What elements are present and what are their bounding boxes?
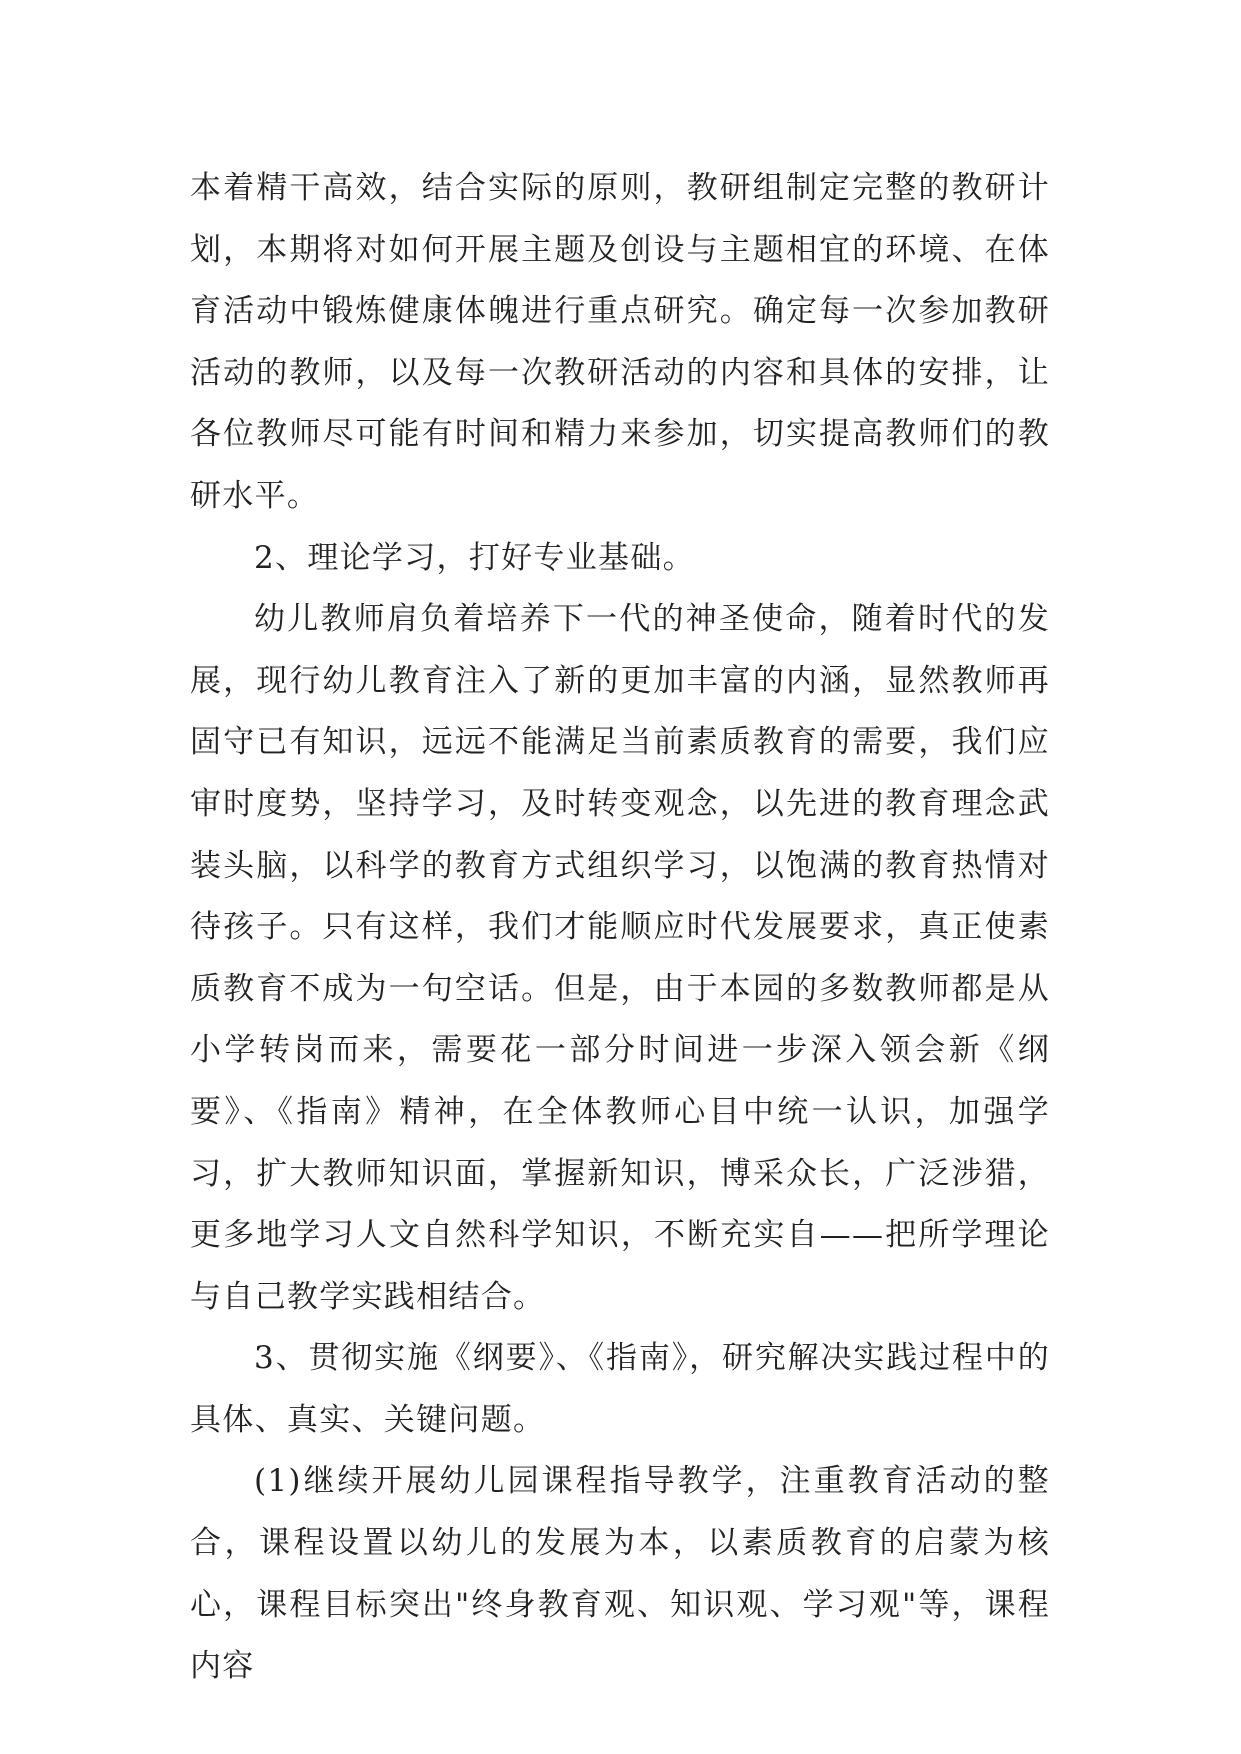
document-body (190, 158, 1050, 1698)
paragraph-theory-study: 幼儿教师肩负着培养下一代的神圣使命，随着时代的发展，现行幼儿教育注入了新的更加丰富的内涵，显然教师再固守已有知识，远远不能满足当前素质教育的需要，我们应审时度势，坚持学习，及时转变观念，以先进的教育理念武装头脑，以科学的教育方式组织学习，以饱满的教育热情对待孩子。只有这样，我们才能顺应时代发展要求，真正使素质教育不成为一句空话。但是，由于本园的多数教师都是从小学转岗而来，需要花一部分时间进一步深入领会新《纲要》、《指南》精神，在全体教师心目中统一认识，加强学习，扩大教师知识面，掌握新知识，博采众长，广泛涉猎，更多地学习人文自然科学知识，不断充实自——把所学理论与自己教学实践相结合。 (190, 601, 1050, 1315)
paragraph-plan-intro: 本着精干高效，结合实际的原则，教研组制定完整的教研计划，本期将对如何开展主题及创设与主题相宜的环境、在体育活动中锻炼健康体魄进行重点研究。确定每一次参加教研活动的教师，以及每一次教研活动的内容和具体的安排，让各位教师尽可能有时间和精力来参加，切实提高教师们的教研水平。 (190, 170, 1050, 514)
heading-implement-guidelines: 3、贯彻实施《纲要》、《指南》，研究解决实践过程中的具体、真实、关键问题。 (190, 1340, 1050, 1438)
paragraph-curriculum: (1)继续开展幼儿园课程指导教学，注重教育活动的整合，课程设置以幼儿的发展为本，以素质教育的启蒙为核心，课程目标突出"终身教育观、知识观、学习观"等，课程内容 (190, 1463, 1050, 1685)
heading-theory-study: 2、理论学习，打好专业基础。 (254, 539, 695, 576)
